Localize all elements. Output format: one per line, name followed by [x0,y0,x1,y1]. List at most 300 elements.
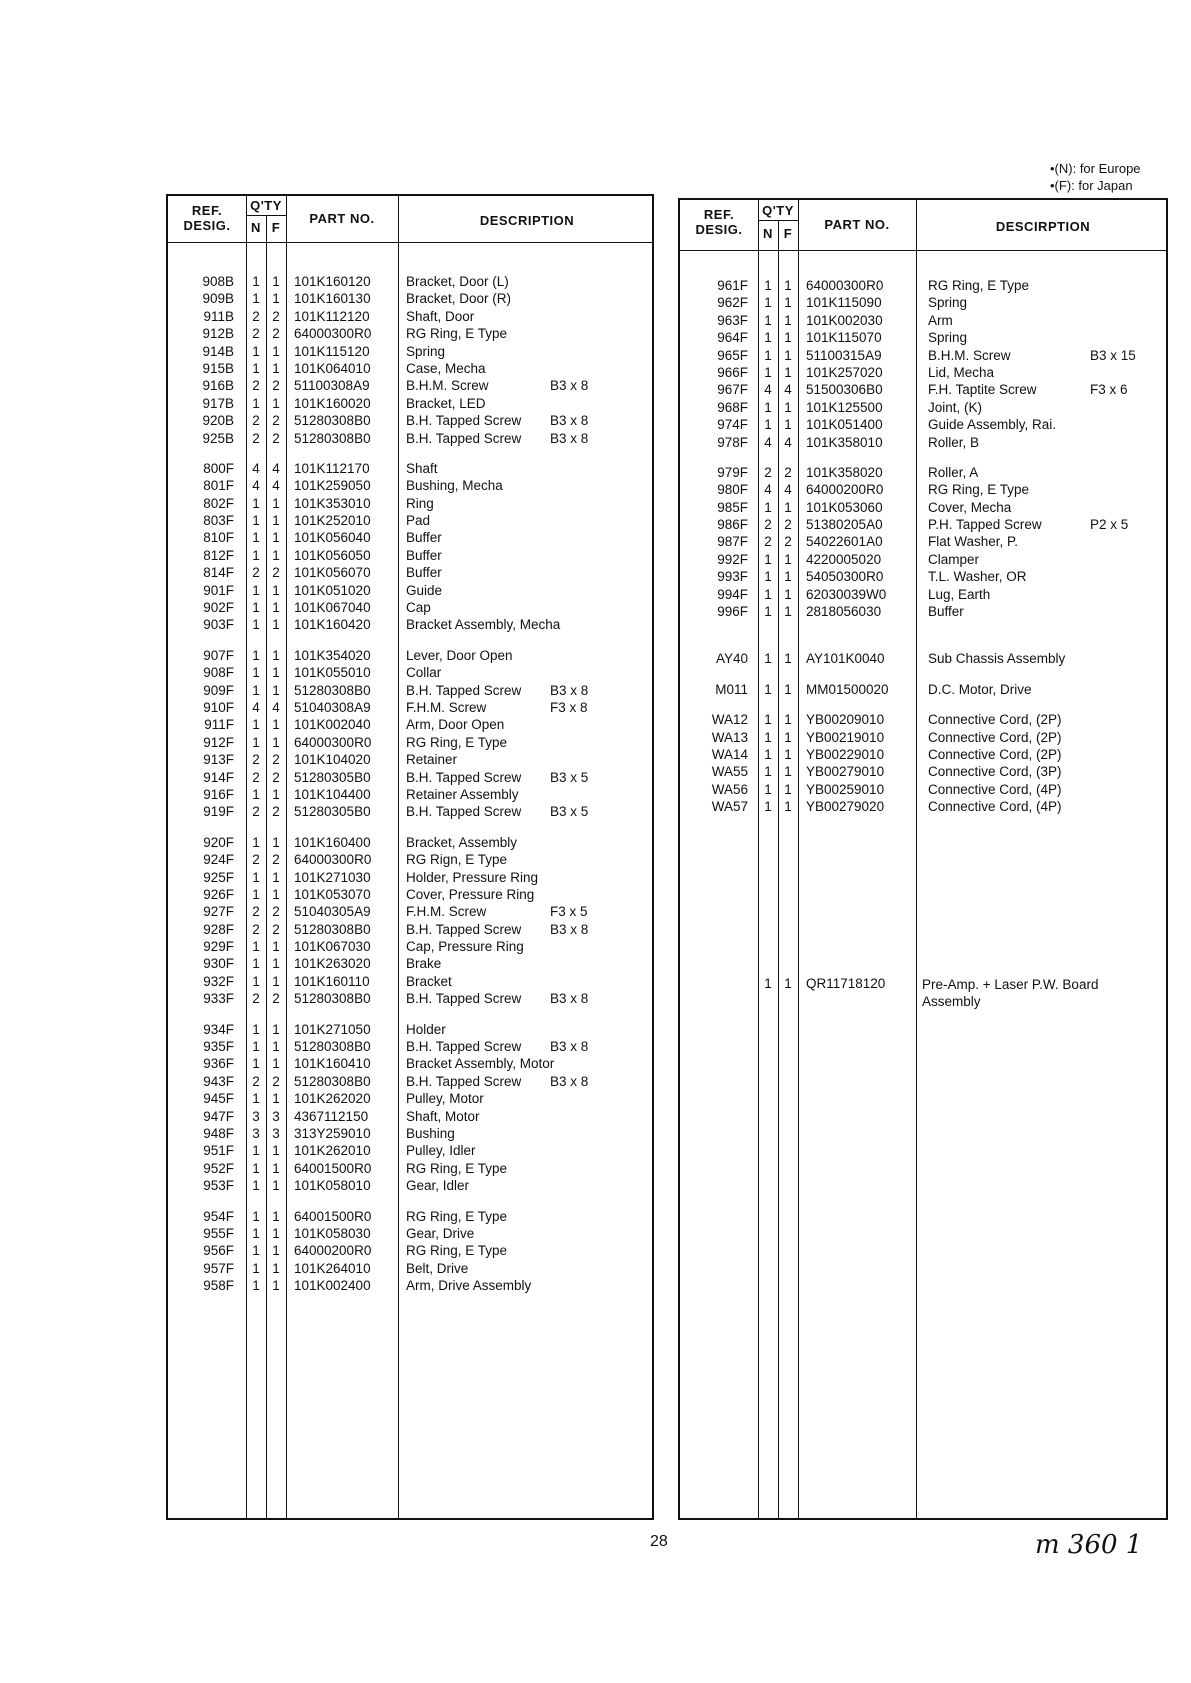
part-no: 101K002400 [294,1278,371,1294]
qty-n: 1 [252,600,260,616]
ref-desig: 916B [202,378,234,394]
qty-n: 1 [252,973,260,989]
description: RG Ring, E Type [406,1160,508,1176]
part-no: 51280308B0 [294,1073,371,1089]
qty-n: 1 [764,330,772,346]
table-row [168,869,652,886]
table-row [168,938,652,955]
table-row [680,586,1166,603]
description: B.H. Tapped Screw [406,991,522,1007]
part-no: 51280308B0 [294,413,371,429]
table-row [680,568,1166,585]
part-no: 101K051400 [806,417,883,433]
ref-desig: 986F [717,517,748,533]
part-no: YB00209010 [806,712,885,728]
qty-n: 1 [764,651,772,667]
qty-n: 2 [252,921,260,937]
left-parts-table [166,194,654,1520]
qty-n: 1 [764,347,772,363]
qty-n: 1 [764,681,772,697]
table-row [168,1225,652,1242]
ref-desig: 912F [203,734,234,750]
qty-n: 1 [764,746,772,762]
table-row [680,347,1166,364]
description: Bracket, Door (R) [406,291,512,307]
description: Shaft, Motor [406,1108,480,1124]
qty-f: 4 [272,699,280,715]
qty-f: 1 [272,582,280,598]
description: Collar [406,665,442,681]
qty-n: 1 [252,360,260,376]
ref-desig: 954F [203,1208,234,1224]
ref-desig: 903F [203,617,234,633]
spec: B3 x 5 [550,769,589,785]
qty-f: 1 [272,395,280,411]
qty-n: 1 [252,1278,260,1294]
qty-n: 1 [252,786,260,802]
description: Pulley, Idler [406,1143,476,1159]
part-no: 51040308A9 [294,699,371,715]
qty-n: 1 [252,939,260,955]
qty-n: 4 [252,478,260,494]
description: Spring [928,330,968,346]
description: RG Ring, E Type [928,278,1030,293]
qty-f: 1 [784,364,792,380]
part-no: 54050300R0 [806,569,884,585]
qty-f: 1 [784,681,792,697]
part-no: 64000200R0 [806,482,884,498]
table-row [168,412,652,429]
table-row [168,616,652,633]
spec: F3 x 5 [550,904,588,920]
qty-n: 2 [764,464,772,480]
description: Lug, Earth [928,586,991,602]
qty-n: 1 [252,513,260,529]
table-row [168,955,652,972]
part-no: 101K053060 [806,499,883,515]
qty-n: 1 [252,1056,260,1072]
qty-f: 4 [272,478,280,494]
description: Cover, Mecha [928,499,1012,515]
ref-desig: WA12 [711,712,748,728]
part-no: 51280305B0 [294,769,371,785]
part-no: 51280308B0 [294,991,371,1007]
qty-f: 1 [784,278,792,293]
qty-n: 1 [252,956,260,972]
qty-n: 4 [252,460,260,476]
description: B.H.M. Screw [406,378,489,394]
ref-desig-header: REF. DESIG. [183,203,231,233]
table-row [168,647,652,664]
part-no: 51100308A9 [294,378,370,394]
ref-desig: 914B [202,343,234,359]
part-no: 101K058010 [294,1178,371,1194]
ref-desig: 996F [717,604,748,620]
qty-n: 1 [764,799,772,815]
table-row [168,1021,652,1038]
table-row [168,460,652,477]
qty-f: 1 [784,330,792,346]
table-row [680,499,1166,516]
table-row [168,377,652,394]
ref-desig: 956F [203,1243,234,1259]
qty-n: 2 [252,804,260,820]
qty-n: 2 [252,904,260,920]
ref-desig: 958F [203,1278,234,1294]
table-row [168,308,652,325]
description: B.H. Tapped Screw [406,413,522,429]
table-row [680,464,1166,481]
qty-n: 1 [764,729,772,745]
description: RG Rign, E Type [406,852,508,868]
ref-desig: 919F [203,804,234,820]
qty-f: 1 [784,764,792,780]
description: Gear, Idler [406,1178,470,1194]
table-row [680,763,1166,780]
qty-f: 1 [272,834,280,850]
part-no: 51280308B0 [294,430,371,446]
qty-n: 1 [764,278,772,293]
qty-n: 1 [252,682,260,698]
spec: B3 x 8 [550,1073,589,1089]
table-row [168,973,652,990]
part-no: 101K160130 [294,291,371,307]
pre-amp-qty-f: 1 [784,976,792,991]
qty-f: 1 [272,274,280,289]
table-row [168,1242,652,1259]
qty-f: 2 [272,430,280,446]
table-row [168,582,652,599]
part-no: 101K125500 [806,399,883,415]
qty-f: 1 [272,973,280,989]
description: Connective Cord, (2P) [928,729,1062,745]
description: RG Ring, E Type [406,326,508,342]
qty-f: 1 [272,786,280,802]
ref-desig: 967F [717,382,748,398]
qty-f: 1 [272,513,280,529]
ref-desig: 992F [717,551,748,567]
description: Roller, B [928,434,980,450]
part-no: 101K160020 [294,395,371,411]
qty-n: 4 [764,434,772,450]
table-row [168,547,652,564]
table-row [168,599,652,616]
qty-n: 2 [252,852,260,868]
table-row [680,381,1166,398]
part-no: 64000300R0 [294,734,372,750]
qty-f: 4 [784,482,792,498]
description: Sub Chassis Assembly [928,651,1066,667]
qty-n: 2 [764,534,772,550]
spec: B3 x 8 [550,430,589,446]
spec: F3 x 8 [550,699,588,715]
table-row [680,277,1166,294]
part-no: 64000300R0 [294,852,372,868]
qty-n: 1 [764,417,772,433]
description: T.L. Washer, OR [928,569,1027,585]
description-header: DESCRIPTION [479,213,575,228]
part-no: 101K262020 [294,1091,371,1107]
table-row [680,434,1166,451]
qty-f: 1 [784,586,792,602]
part-no: 51280305B0 [294,804,371,820]
table-row [168,1277,652,1294]
ref-desig: 952F [203,1160,234,1176]
ref-desig: 985F [717,499,748,515]
part-no: 64001500R0 [294,1208,372,1224]
table-row [680,516,1166,533]
ref-desig: 994F [717,586,748,602]
table-row [168,734,652,751]
qty-f: 2 [272,1073,280,1089]
ref-desig: WA55 [711,764,748,780]
spec: F3 x 6 [1090,382,1128,398]
ref-desig: 909F [203,682,234,698]
description: Bracket, Assembly [406,834,518,850]
qty-n: 1 [764,364,772,380]
qty-f: 2 [272,565,280,581]
ref-desig: WA13 [711,729,748,745]
qty-n: 2 [764,517,772,533]
ref-desig: 812F [203,547,234,563]
table-row [168,990,652,1007]
qty-n: 1 [252,1143,260,1159]
qty-n: 1 [764,604,772,620]
part-no: MM01500020 [806,681,889,697]
part-no: 4220005020 [806,551,882,567]
ref-desig: 947F [203,1108,234,1124]
part-no: 101K259050 [294,478,371,494]
spec: B3 x 8 [550,682,589,698]
qty-f: 2 [272,852,280,868]
qty-f: 1 [784,295,792,311]
description: Arm, Drive Assembly [406,1278,532,1294]
qty-f: 2 [784,464,792,480]
part-no: 101K115070 [806,330,882,346]
qty-n: 1 [252,530,260,546]
qty-f: 1 [272,1225,280,1241]
ref-desig: 929F [203,939,234,955]
part-no: 101K104400 [294,786,371,802]
ref-desig: 965F [717,347,748,363]
table-row [168,1260,652,1277]
qty-f: 1 [272,1260,280,1276]
qty-n: 1 [252,734,260,750]
description: Bracket Assembly, Mecha [406,617,561,633]
ref-desig: 933F [203,991,234,1007]
description: B.H. Tapped Screw [406,921,522,937]
table-row [168,664,652,681]
ref-desig: 926F [203,886,234,902]
ref-desig: 917B [202,395,234,411]
qty-n: 1 [252,274,260,289]
qty-n: 1 [252,1243,260,1259]
description: RG Ring, E Type [406,1243,508,1259]
ref-desig: 957F [203,1260,234,1276]
description: B.H. Tapped Screw [406,804,522,820]
qty-f: 2 [272,921,280,937]
qty-f: 1 [272,1039,280,1055]
ref-desig: 908B [202,274,234,289]
part-no: 64000300R0 [294,326,372,342]
ref-desig: 911B [203,308,234,324]
qty-f: 1 [272,665,280,681]
qty-f: 1 [272,1243,280,1259]
qty-n: 1 [252,665,260,681]
part-no: 101K064010 [294,360,371,376]
qty-f: 2 [272,804,280,820]
part-no: 101K160110 [294,973,370,989]
part-no: 101K115120 [294,343,370,359]
qty-n: 1 [252,886,260,902]
part-no: YB00219010 [806,729,885,745]
qty-f: 1 [272,530,280,546]
qty-f: 2 [784,534,792,550]
qty-n: 2 [252,308,260,324]
ref-desig: 964F [717,330,748,346]
description: Connective Cord, (2P) [928,746,1062,762]
ref-desig: 927F [203,904,234,920]
part-no: 101K263020 [294,956,371,972]
qty-f: 2 [272,308,280,324]
part-no: 4367112150 [294,1108,369,1124]
qty-n: 1 [764,569,772,585]
table-row [168,903,652,920]
description: RG Ring, E Type [406,1208,508,1224]
qty-f: 1 [272,495,280,511]
pre-amp-description: Pre-Amp. + Laser P.W. Board Assembly [922,977,1099,1009]
ref-desig: WA14 [711,746,748,762]
table-row [680,533,1166,550]
qty-n: 2 [252,752,260,768]
part-no: 64001500R0 [294,1160,372,1176]
qty-n: 1 [252,647,260,663]
qty-f: 1 [784,651,792,667]
qty-n: 1 [764,312,772,328]
qty-n-header: N [251,220,261,235]
description: Bushing, Mecha [406,478,503,494]
ref-desig: 913F [203,752,234,768]
table-row [168,529,652,546]
ref-desig: 910F [203,699,234,715]
qty-f: 2 [272,904,280,920]
description: Connective Cord, (4P) [928,799,1062,815]
description: Lever, Door Open [406,647,513,663]
qty-f: 1 [272,886,280,902]
table-row [168,699,652,716]
table-row [680,312,1166,329]
qty-f: 1 [784,312,792,328]
part-no: 101K055010 [294,665,371,681]
qty-n: 1 [252,495,260,511]
qty-n: 4 [764,482,772,498]
right-rows [680,277,1166,816]
description: Joint, (K) [928,399,983,415]
qty-f: 1 [272,360,280,376]
part-no: YB00279010 [806,764,885,780]
qty-f: 2 [272,752,280,768]
description: B.H. Tapped Screw [406,1073,522,1089]
qty-f: 2 [272,769,280,785]
qty-f: 1 [784,551,792,567]
part-no: 101K112120 [294,308,370,324]
qty-n: 1 [252,869,260,885]
qty-f: 1 [272,343,280,359]
legend [1050,160,1141,194]
description: Guide [406,582,443,598]
ref-desig: 914F [203,769,234,785]
qty-f: 1 [784,799,792,815]
qty-n: 1 [252,582,260,598]
part-no: AY101K0040 [806,651,885,667]
part-no: 101K002030 [806,312,883,328]
part-no: 101K358010 [806,434,883,450]
table-row [168,430,652,447]
description: Buffer [406,565,442,581]
part-no: 51500306B0 [806,382,883,398]
qty-f: 2 [272,413,280,429]
table-row [168,1125,652,1142]
description: Brake [406,956,442,972]
table-row [680,798,1166,815]
page-number: 28 [650,1533,668,1550]
ref-desig: 934F [203,1021,234,1037]
table-row [168,834,652,851]
table-row [168,564,652,581]
qty-header-right: Q'TY [762,203,794,218]
table-row [680,650,1166,667]
qty-n: 1 [252,1260,260,1276]
table-row [680,729,1166,746]
table-row [168,512,652,529]
qty-f: 1 [784,604,792,620]
qty-n: 1 [764,764,772,780]
qty-n: 1 [252,291,260,307]
spec: B3 x 8 [550,991,589,1007]
ref-desig: 928F [203,921,234,937]
qty-n: 2 [252,769,260,785]
qty-f: 1 [272,956,280,972]
part-no: 51280308B0 [294,1039,371,1055]
qty-f: 4 [272,460,280,476]
description: Lid, Mecha [928,364,995,380]
qty-n: 3 [252,1125,260,1141]
left-rows [168,273,652,1294]
part-no: 51380205A0 [806,517,883,533]
description: Holder [406,1021,446,1037]
qty-n: 1 [764,551,772,567]
description: Bracket, Door (L) [406,274,509,289]
part-no-header-right: PART NO. [824,217,890,232]
qty-n: 1 [764,399,772,415]
pre-amp-row [680,976,1166,1016]
part-no: YB00279020 [806,799,885,815]
table-row [168,1055,652,1072]
table-row [680,711,1166,728]
table-row [168,1073,652,1090]
part-no: 54022601A0 [806,534,883,550]
pre-amp-qty-n: 1 [764,976,772,991]
table-row [168,273,652,290]
ref-desig: 907F [203,647,234,663]
ref-desig: 901F [203,582,234,598]
description: Shaft [406,460,438,476]
qty-f: 1 [272,939,280,955]
ref-desig: 980F [717,482,748,498]
part-no: 101K264010 [294,1260,371,1276]
ref-desig: 963F [717,312,748,328]
table-row [680,746,1166,763]
